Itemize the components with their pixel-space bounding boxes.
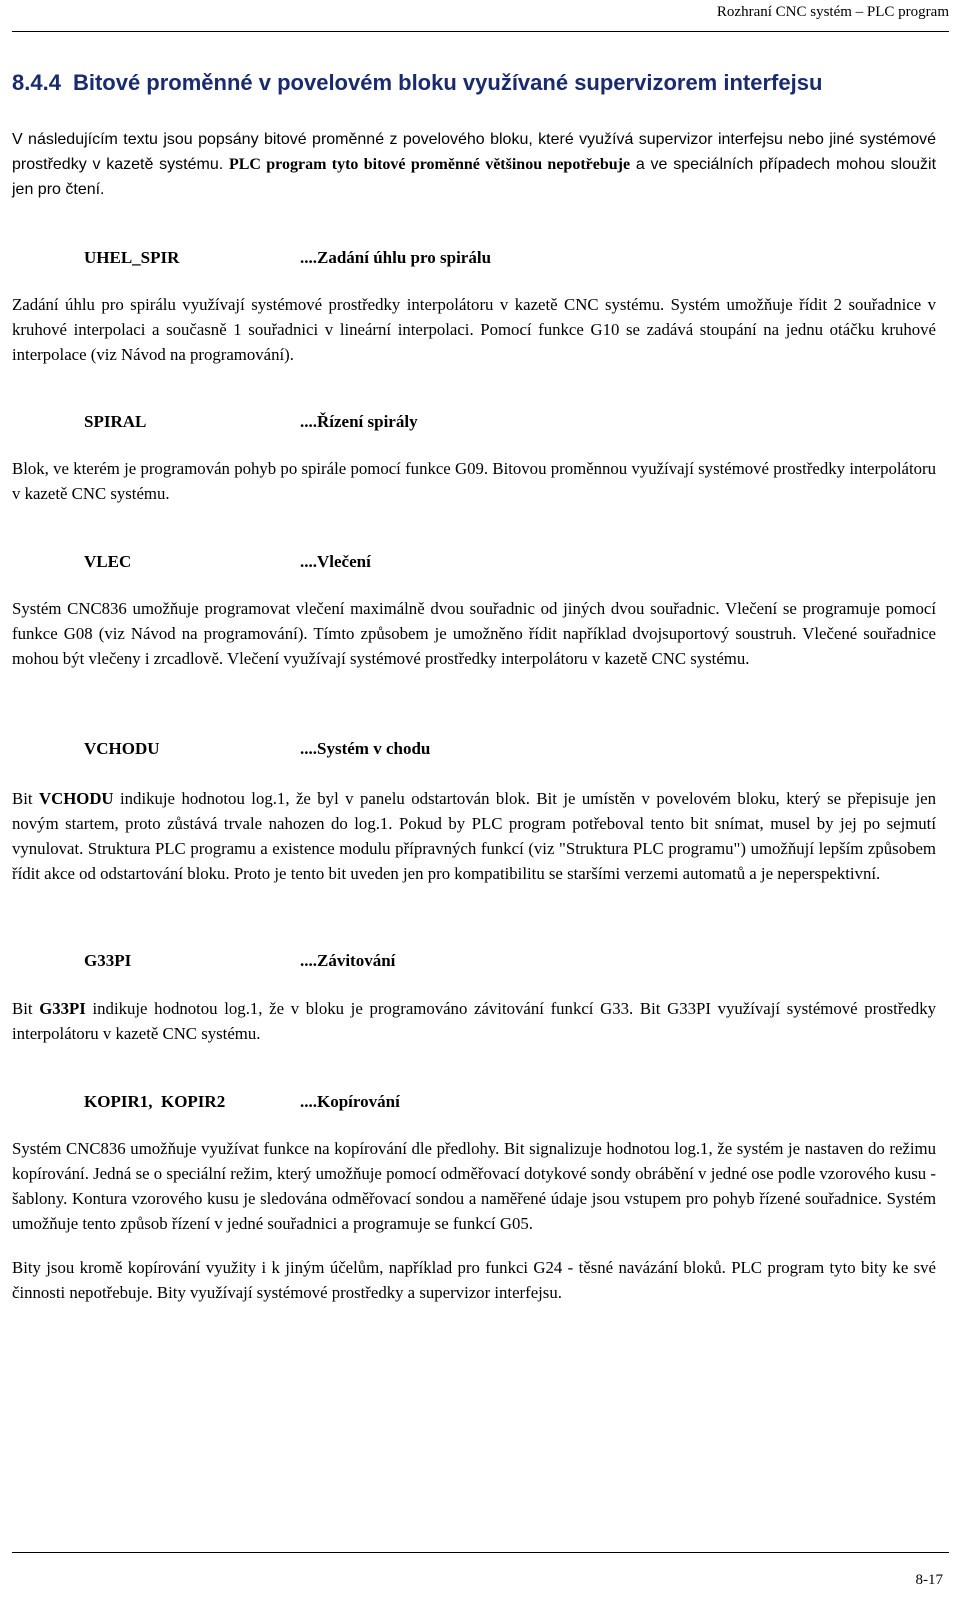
- intro-emphasis: PLC program tyto bitové proměnné většinou nepotřebuje: [228, 156, 631, 173]
- g33pi-text-post: indikuje hodnotou log.1, že v bloku je programováno závitování funkcí G33. Bit G33PI využívají systémové prostředky interpolátoru v kazetě CNC systému.: [12, 999, 936, 1043]
- bit-description-vchodu: [12, 786, 936, 886]
- section-title-text: Bitové proměnné v povelovém bloku využívané supervizorem interfejsu: [72, 70, 823, 95]
- bit-description-kopir-extra: Bity jsou kromě kopírování využity i k jiným účelům, například pro funkci G24 - těsné navázání bloků. PLC program tyto bity ke své činnosti nepotřebuje. Bity využívají systémové prostředky a supervizor interfejsu.: [12, 1258, 936, 1302]
- page-number: 8-17: [915, 1572, 943, 1588]
- g33pi-text-pre: Bit: [12, 999, 40, 1018]
- bit-title-spiral: ....Řízení spirály: [300, 412, 418, 431]
- section-number: 8.4.4: [12, 70, 61, 95]
- bit-description-kopir: Systém CNC836 umožňuje využívat funkce na kopírování dle předlohy. Bit signalizuje hodnotou log.1, že systém je nastaven do režimu kopírování. Jedná se o speciální režim, který umožňuje pomocí odměřovací dotykové sondy obrábění v jedné ose podle vzorového kusu - šablony. Kontura vzorového kusu je sledována odměřovací sondou a naměřené údaje jsou vstupem pro pohyb řízené souřadnice. Systém umožňuje tento způsob řízení v jedné souřadnici a programuje se funkcí G05.: [12, 1139, 936, 1233]
- bit-description-spiral: Blok, ve kterém je programován pohyb po spirále pomocí funkce G09. Bitovou proměnnou využívají systémové prostředky interpolátoru v kazetě CNC systému.: [12, 459, 936, 503]
- header-rule: [12, 31, 949, 32]
- bit-name-vchodu: VCHODU: [84, 739, 160, 758]
- intro-paragraph: [12, 127, 936, 202]
- bit-title-kopir: ....Kopírování: [300, 1092, 400, 1111]
- vchodu-text-pre: Bit: [12, 789, 39, 808]
- bit-title-vlec: ....Vlečení: [300, 552, 371, 571]
- bit-name-kopir: KOPIR1, KOPIR2: [84, 1092, 226, 1111]
- section-title: [12, 70, 822, 96]
- bit-name-g33pi: G33PI: [84, 951, 132, 970]
- bit-description-g33pi: [12, 996, 936, 1046]
- bit-name-vlec: VLEC: [84, 552, 132, 571]
- vchodu-text-post: indikuje hodnotou log.1, že byl v panelu odstartován blok. Bit je umístěn v povelovém bloku, který se přepisuje jen novým startem, proto zůstává trvale nahozen do log.1. Pokud by PLC program potřeboval tento bit snímat, musel by jej po sejmutí vynulovat. Struktura PLC programu a existence modulu přípravných funkcí (viz "Struktura PLC programu") umožňují lepším způsobem řídit akce od odstartování bloku. Proto je tento bit uveden jen pro kompatibilitu se staršími verzemi automatů a je neperspektivní.: [12, 789, 936, 883]
- g33pi-bit-emphasis: G33PI: [39, 999, 86, 1018]
- bit-name-spiral: SPIRAL: [84, 412, 147, 431]
- intro-text-tail: a ve speciálních případech mohou sloužit jen pro čtení.: [12, 156, 937, 198]
- bit-title-vchodu: ....Systém v chodu: [300, 739, 431, 758]
- bit-description-uhel-spir: Zadání úhlu pro spirálu využívají systémové prostředky interpolátoru v kazetě CNC systému. Systém umožňuje řídit 2 souřadnice v kruhové interpolaci a současně 1 souřadnici v lineární interpolaci. Pomocí funkce G10 se zadává stoupání na jednu otáčku kruhové interpolace (viz Návod na programování).: [12, 295, 936, 364]
- vchodu-bit-emphasis: VCHODU: [38, 789, 114, 808]
- bit-title-g33pi: ....Závitování: [300, 951, 396, 970]
- bit-title-uhel-spir: ....Zadání úhlu pro spirálu: [300, 248, 492, 267]
- bit-name-uhel-spir: UHEL_SPIR: [84, 248, 180, 267]
- running-header: Rozhraní CNC systém – PLC program: [716, 4, 949, 20]
- footer-rule: [12, 1552, 949, 1553]
- intro-text: V následujícím textu jsou popsány bitové proměnné z povelového bloku, které využívá supervizor interfejsu nebo jiné systémové prostředky v kazetě systému.: [12, 131, 936, 173]
- bit-description-vlec: Systém CNC836 umožňuje programovat vlečení maximálně dvou souřadnic od jiných dvou souřadnic. Vlečení se programuje pomocí funkce G08 (viz Návod na programování). Tímto způsobem je umožněno řídit například dvojsuportový soustruh. Vlečené souřadnice mohou být vlečeny i zrcadlově. Vlečení využívají systémové prostředky interpolátoru v kazetě CNC systému.: [12, 599, 936, 668]
